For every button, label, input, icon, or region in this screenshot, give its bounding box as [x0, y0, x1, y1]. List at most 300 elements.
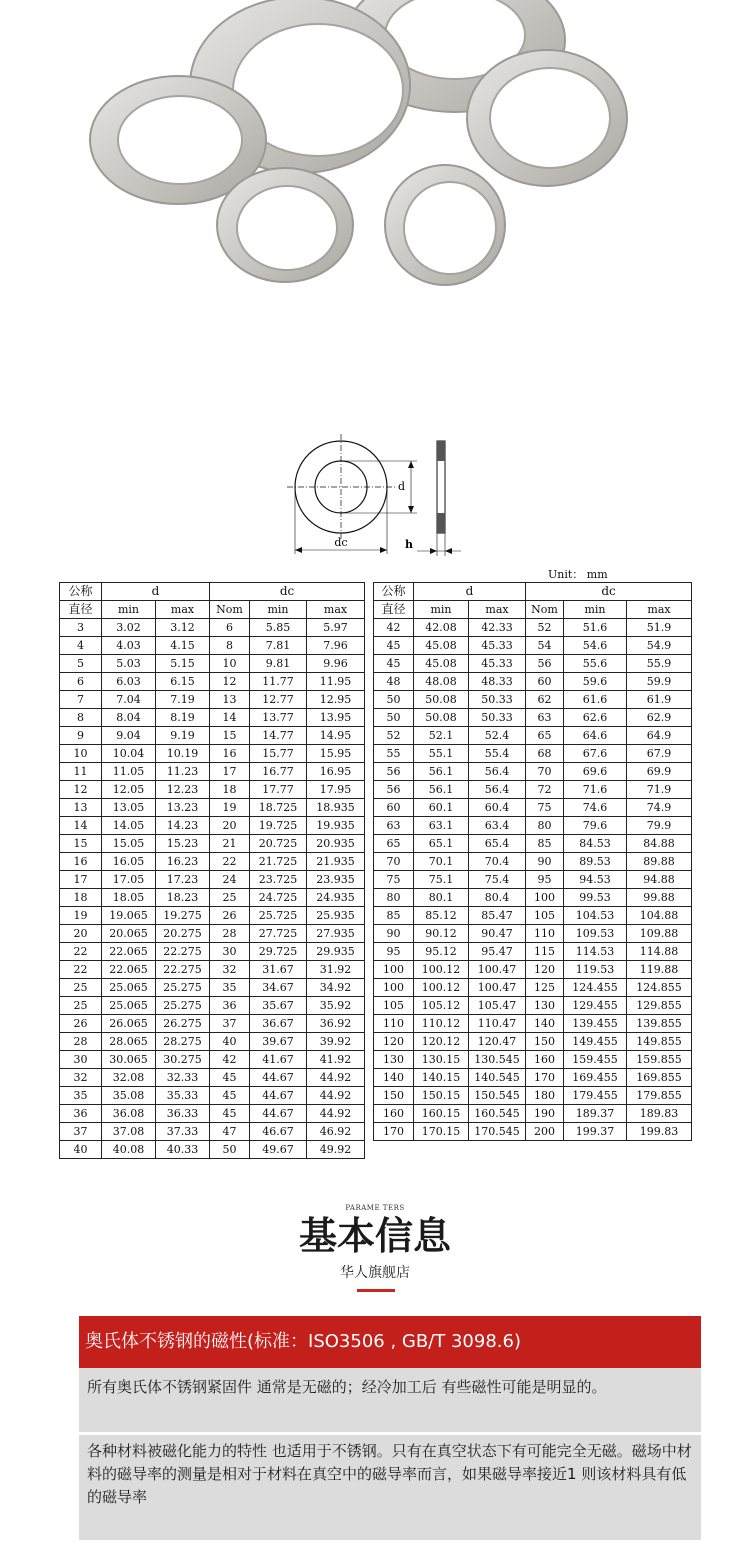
table-row	[60, 781, 365, 799]
table-row	[374, 763, 692, 781]
table-row	[374, 1087, 692, 1105]
table-cell: 32.08	[102, 1069, 156, 1087]
table-cell: 61.6	[564, 691, 627, 709]
table-cell: 9.04	[102, 727, 156, 745]
table-cell: 35.33	[156, 1087, 210, 1105]
table-cell: 139.455	[564, 1015, 627, 1033]
table-cell: 44.67	[250, 1087, 307, 1105]
table-cell: 17.95	[307, 781, 365, 799]
table-row	[60, 943, 365, 961]
table-cell: 13.77	[250, 709, 307, 727]
table-cell: 32	[210, 961, 250, 979]
table-cell: 29.725	[250, 943, 307, 961]
table-cell: 42	[374, 619, 414, 637]
table-cell: 124.855	[627, 979, 692, 997]
table-cell: 110	[374, 1015, 414, 1033]
table-row	[60, 871, 365, 889]
table-cell: 159.455	[564, 1051, 627, 1069]
table-cell: 26	[210, 907, 250, 925]
table-cell: 12.95	[307, 691, 365, 709]
table-cell: 3	[60, 619, 102, 637]
table-cell: 23.725	[250, 871, 307, 889]
table-row	[60, 1051, 365, 1069]
table-cell: 28	[60, 1033, 102, 1051]
table-cell: 9.81	[250, 655, 307, 673]
table-cell: 45	[210, 1087, 250, 1105]
table-cell: 45	[210, 1069, 250, 1087]
table-cell: 54.6	[564, 637, 627, 655]
header-d: d	[414, 583, 526, 601]
table-cell: 35	[210, 979, 250, 997]
table-cell: 200	[526, 1123, 564, 1141]
table-cell: 70.4	[469, 853, 526, 871]
table-cell: 46.67	[250, 1123, 307, 1141]
table-cell: 140	[374, 1069, 414, 1087]
table-cell: 50.33	[469, 691, 526, 709]
table-cell: 16.95	[307, 763, 365, 781]
table-row	[60, 691, 365, 709]
table-cell: 19.935	[307, 817, 365, 835]
table-cell: 3.02	[102, 619, 156, 637]
table-cell: 14.77	[250, 727, 307, 745]
table-cell: 7.19	[156, 691, 210, 709]
table-cell: 25.275	[156, 997, 210, 1015]
section-subtitle: PARAME TERS	[345, 1204, 405, 1212]
table-row	[60, 673, 365, 691]
table-cell: 95	[526, 871, 564, 889]
table-cell: 160.15	[414, 1105, 469, 1123]
table-cell: 52	[374, 727, 414, 745]
table-cell: 50.33	[469, 709, 526, 727]
table-cell: 100	[374, 979, 414, 997]
diagram-label-dc: dc	[334, 536, 348, 549]
table-row	[60, 1105, 365, 1123]
table-cell: 95.12	[414, 943, 469, 961]
magnetism-info-panel	[79, 1316, 701, 1540]
table-cell: 55	[374, 745, 414, 763]
table-cell: 45	[374, 637, 414, 655]
table-cell: 150.545	[469, 1087, 526, 1105]
table-cell: 169.855	[627, 1069, 692, 1087]
table-cell: 60.1	[414, 799, 469, 817]
table-cell: 13.05	[102, 799, 156, 817]
table-cell: 13	[210, 691, 250, 709]
table-cell: 55.6	[564, 655, 627, 673]
table-cell: 170.545	[469, 1123, 526, 1141]
table-cell: 64.9	[627, 727, 692, 745]
table-cell: 3.12	[156, 619, 210, 637]
table-cell: 90.47	[469, 925, 526, 943]
table-cell: 25	[210, 889, 250, 907]
table-row	[60, 1015, 365, 1033]
table-cell: 119.88	[627, 961, 692, 979]
table-cell: 95.47	[469, 943, 526, 961]
table-cell: 36.67	[250, 1015, 307, 1033]
table-cell: 120	[374, 1033, 414, 1051]
table-cell: 20.275	[156, 925, 210, 943]
table-cell: 130.545	[469, 1051, 526, 1069]
table-cell: 109.53	[564, 925, 627, 943]
table-cell: 35.67	[250, 997, 307, 1015]
table-cell: 104.53	[564, 907, 627, 925]
table-cell: 22.275	[156, 961, 210, 979]
table-cell: 63	[526, 709, 564, 727]
table-cell: 34.92	[307, 979, 365, 997]
table-cell: 15	[60, 835, 102, 853]
header-diameter: 直径	[60, 601, 102, 619]
table-cell: 11.05	[102, 763, 156, 781]
table-cell: 13.23	[156, 799, 210, 817]
table-cell: 119.53	[564, 961, 627, 979]
table-cell: 45	[374, 655, 414, 673]
table-cell: 36.92	[307, 1015, 365, 1033]
table-cell: 35.92	[307, 997, 365, 1015]
table-cell: 7	[60, 691, 102, 709]
table-cell: 20	[60, 925, 102, 943]
table-cell: 140.15	[414, 1069, 469, 1087]
table-row	[374, 709, 692, 727]
table-cell: 51.9	[627, 619, 692, 637]
table-cell: 105	[374, 997, 414, 1015]
table-cell: 10	[210, 655, 250, 673]
table-cell: 50	[374, 709, 414, 727]
header-d-min: min	[102, 601, 156, 619]
table-cell: 160	[374, 1105, 414, 1123]
table-row	[374, 637, 692, 655]
table-cell: 5.85	[250, 619, 307, 637]
table-cell: 14.23	[156, 817, 210, 835]
table-cell: 85.47	[469, 907, 526, 925]
table-cell: 22.275	[156, 943, 210, 961]
table-cell: 99.53	[564, 889, 627, 907]
table-cell: 21.935	[307, 853, 365, 871]
table-cell: 104.88	[627, 907, 692, 925]
table-row	[60, 727, 365, 745]
table-cell: 99.88	[627, 889, 692, 907]
table-row	[60, 1087, 365, 1105]
table-cell: 25.065	[102, 997, 156, 1015]
table-cell: 18	[210, 781, 250, 799]
table-row	[374, 1033, 692, 1051]
table-cell: 100.12	[414, 979, 469, 997]
table-cell: 18.23	[156, 889, 210, 907]
table-cell: 69.6	[564, 763, 627, 781]
table-cell: 28.065	[102, 1033, 156, 1051]
table-row	[60, 835, 365, 853]
table-cell: 140.545	[469, 1069, 526, 1087]
table-cell: 26.275	[156, 1015, 210, 1033]
table-cell: 26	[60, 1015, 102, 1033]
header-d-max: max	[469, 601, 526, 619]
table-cell: 37	[60, 1123, 102, 1141]
table-row	[374, 781, 692, 799]
table-cell: 85	[374, 907, 414, 925]
table-cell: 42	[210, 1051, 250, 1069]
table-cell: 29.935	[307, 943, 365, 961]
table-cell: 4.15	[156, 637, 210, 655]
table-cell: 17.77	[250, 781, 307, 799]
table-cell: 4.03	[102, 637, 156, 655]
table-cell: 105	[526, 907, 564, 925]
table-cell: 24.935	[307, 889, 365, 907]
table-row	[374, 655, 692, 673]
table-row	[374, 1069, 692, 1087]
table-cell: 15	[210, 727, 250, 745]
header-dc-max: max	[627, 601, 692, 619]
table-cell: 75.4	[469, 871, 526, 889]
panel-paragraph-1: 所有奥氏体不锈钢紧固件 通常是无磁的；经冷加工后 有些磁性可能是明显的。	[87, 1378, 607, 1396]
table-cell: 179.855	[627, 1087, 692, 1105]
table-cell: 6.03	[102, 673, 156, 691]
table-cell: 79.9	[627, 817, 692, 835]
table-cell: 36.33	[156, 1105, 210, 1123]
table-cell: 41.92	[307, 1051, 365, 1069]
table-cell: 15.77	[250, 745, 307, 763]
table-cell: 85	[526, 835, 564, 853]
table-cell: 17	[210, 763, 250, 781]
table-row	[60, 817, 365, 835]
table-cell: 189.37	[564, 1105, 627, 1123]
table-cell: 36	[60, 1105, 102, 1123]
table-cell: 65.4	[469, 835, 526, 853]
table-cell: 30	[210, 943, 250, 961]
table-cell: 40	[60, 1141, 102, 1159]
header-nominal: 公称	[60, 583, 102, 601]
table-cell: 12	[210, 673, 250, 691]
table-cell: 49.92	[307, 1141, 365, 1159]
table-row	[60, 637, 365, 655]
table-cell: 70	[526, 763, 564, 781]
table-cell: 8.04	[102, 709, 156, 727]
table-cell: 100	[374, 961, 414, 979]
table-cell: 12.23	[156, 781, 210, 799]
table-cell: 80.1	[414, 889, 469, 907]
table-cell: 74.9	[627, 799, 692, 817]
table-cell: 16	[60, 853, 102, 871]
table-cell: 85.12	[414, 907, 469, 925]
unit-label: Unit： mm	[548, 568, 608, 581]
table-cell: 149.455	[564, 1033, 627, 1051]
table-row	[374, 817, 692, 835]
table-cell: 7.96	[307, 637, 365, 655]
table-cell: 19.725	[250, 817, 307, 835]
table-cell: 5.97	[307, 619, 365, 637]
table-cell: 50.08	[414, 709, 469, 727]
table-cell: 5	[60, 655, 102, 673]
table-cell: 20.725	[250, 835, 307, 853]
table-cell: 7.04	[102, 691, 156, 709]
table-cell: 47	[210, 1123, 250, 1141]
table-cell: 129.455	[564, 997, 627, 1015]
washers-product-photo	[0, 0, 750, 300]
table-cell: 11.23	[156, 763, 210, 781]
table-cell: 45.08	[414, 655, 469, 673]
header-dc: dc	[210, 583, 365, 601]
table-row	[60, 745, 365, 763]
table-cell: 70	[374, 853, 414, 871]
table-cell: 114.88	[627, 943, 692, 961]
table-cell: 62.6	[564, 709, 627, 727]
table-cell: 26.065	[102, 1015, 156, 1033]
table-row	[374, 925, 692, 943]
table-cell: 21.725	[250, 853, 307, 871]
table-cell: 150	[374, 1087, 414, 1105]
table-cell: 100.47	[469, 979, 526, 997]
table-cell: 39.67	[250, 1033, 307, 1051]
table-cell: 15.05	[102, 835, 156, 853]
table-cell: 24.725	[250, 889, 307, 907]
table-cell: 44.92	[307, 1087, 365, 1105]
table-cell: 42.33	[469, 619, 526, 637]
header-dc-min: min	[564, 601, 627, 619]
table-cell: 20.935	[307, 835, 365, 853]
table-cell: 65	[526, 727, 564, 745]
table-cell: 199.83	[627, 1123, 692, 1141]
header-d: d	[102, 583, 210, 601]
table-cell: 17	[60, 871, 102, 889]
table-cell: 6.15	[156, 673, 210, 691]
table-cell: 14	[210, 709, 250, 727]
table-cell: 179.455	[564, 1087, 627, 1105]
table-cell: 63	[374, 817, 414, 835]
table-cell: 169.455	[564, 1069, 627, 1087]
header-dc-max: max	[307, 601, 365, 619]
table-cell: 65.1	[414, 835, 469, 853]
table-row	[60, 853, 365, 871]
table-cell: 14.05	[102, 817, 156, 835]
panel-divider	[79, 1432, 701, 1435]
table-row	[374, 997, 692, 1015]
table-cell: 160	[526, 1051, 564, 1069]
table-cell: 11.95	[307, 673, 365, 691]
table-cell: 7.81	[250, 637, 307, 655]
table-row	[60, 619, 365, 637]
table-row	[374, 691, 692, 709]
table-cell: 46.92	[307, 1123, 365, 1141]
table-cell: 45	[210, 1105, 250, 1123]
table-cell: 5.03	[102, 655, 156, 673]
table-cell: 37	[210, 1015, 250, 1033]
table-cell: 19.065	[102, 907, 156, 925]
table-cell: 110.47	[469, 1015, 526, 1033]
table-cell: 56	[526, 655, 564, 673]
table-cell: 10.19	[156, 745, 210, 763]
table-row	[374, 889, 692, 907]
table-cell: 20	[210, 817, 250, 835]
table-cell: 60.4	[469, 799, 526, 817]
table-cell: 30	[60, 1051, 102, 1069]
table-cell: 14.95	[307, 727, 365, 745]
table-cell: 13	[60, 799, 102, 817]
table-cell: 17.23	[156, 871, 210, 889]
table-cell: 52	[526, 619, 564, 637]
table-cell: 67.6	[564, 745, 627, 763]
washer-technical-diagram	[285, 432, 465, 562]
table-cell: 13.95	[307, 709, 365, 727]
table-cell: 14	[60, 817, 102, 835]
table-cell: 61.9	[627, 691, 692, 709]
table-cell: 71.6	[564, 781, 627, 799]
table-cell: 55.4	[469, 745, 526, 763]
table-cell: 63.4	[469, 817, 526, 835]
table-row	[374, 1105, 692, 1123]
table-cell: 180	[526, 1087, 564, 1105]
table-cell: 150	[526, 1033, 564, 1051]
table-cell: 80	[526, 817, 564, 835]
table-cell: 63.1	[414, 817, 469, 835]
table-cell: 59.9	[627, 673, 692, 691]
table-cell: 79.6	[564, 817, 627, 835]
table-cell: 56	[374, 781, 414, 799]
table-cell: 16.23	[156, 853, 210, 871]
table-cell: 170	[526, 1069, 564, 1087]
table-cell: 40.08	[102, 1141, 156, 1159]
table-cell: 8.19	[156, 709, 210, 727]
table-row	[60, 709, 365, 727]
table-row	[374, 835, 692, 853]
table-cell: 9	[60, 727, 102, 745]
section-accent-line	[357, 1289, 395, 1292]
table-cell: 105.47	[469, 997, 526, 1015]
table-cell: 32	[60, 1069, 102, 1087]
diagram-label-h: h	[405, 538, 413, 551]
table-cell: 36	[210, 997, 250, 1015]
table-cell: 40.33	[156, 1141, 210, 1159]
table-cell: 27.935	[307, 925, 365, 943]
table-cell: 11.77	[250, 673, 307, 691]
table-cell: 68	[526, 745, 564, 763]
table-cell: 15.23	[156, 835, 210, 853]
table-cell: 42.08	[414, 619, 469, 637]
table-cell: 10	[60, 745, 102, 763]
table-cell: 22	[210, 853, 250, 871]
table-cell: 19.275	[156, 907, 210, 925]
table-cell: 159.855	[627, 1051, 692, 1069]
header-nominal: 公称	[374, 583, 414, 601]
table-cell: 19	[210, 799, 250, 817]
table-cell: 56.4	[469, 763, 526, 781]
table-cell: 94.88	[627, 871, 692, 889]
table-cell: 19	[60, 907, 102, 925]
table-cell: 12.05	[102, 781, 156, 799]
table-cell: 4	[60, 637, 102, 655]
table-cell: 12	[60, 781, 102, 799]
table-cell: 70.1	[414, 853, 469, 871]
table-row	[374, 1015, 692, 1033]
table-cell: 139.855	[627, 1015, 692, 1033]
table-cell: 41.67	[250, 1051, 307, 1069]
table-cell: 110.12	[414, 1015, 469, 1033]
header-d-min: min	[414, 601, 469, 619]
diagram-label-d: d	[397, 480, 405, 493]
store-name: 华人旗舰店	[340, 1265, 410, 1281]
table-cell: 149.855	[627, 1033, 692, 1051]
table-row	[374, 673, 692, 691]
table-cell: 89.88	[627, 853, 692, 871]
table-cell: 56.1	[414, 763, 469, 781]
table-cell: 129.855	[627, 997, 692, 1015]
table-row	[374, 907, 692, 925]
table-cell: 22	[60, 961, 102, 979]
table-row	[374, 943, 692, 961]
table-cell: 32.33	[156, 1069, 210, 1087]
table-cell: 109.88	[627, 925, 692, 943]
table-row	[60, 961, 365, 979]
table-cell: 25.275	[156, 979, 210, 997]
table-cell: 170.15	[414, 1123, 469, 1141]
table-cell: 65	[374, 835, 414, 853]
table-cell: 51.6	[564, 619, 627, 637]
